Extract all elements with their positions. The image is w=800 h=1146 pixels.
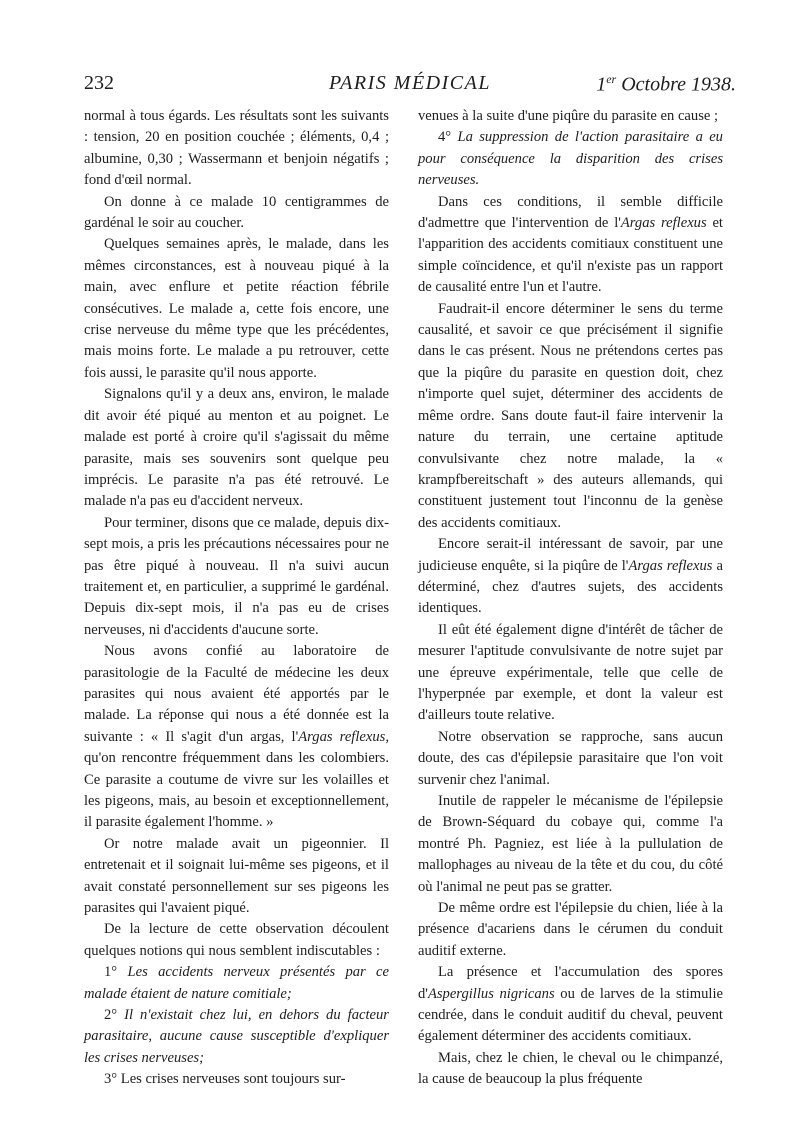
paragraph: Pour terminer, disons que ce malade, depuis dix-sept mois, a pris les précautions nécessaires pour ne pas être piqué à nouveau. Il n'a suivi aucun traitement et, en particulier, a supprimé le gardénal. Depuis dix-sept mois, il n'a pas eu de crises nerveuses, ni d'accidents d'aucune sorte. bbox=[84, 514, 389, 638]
paragraph: De même ordre est l'épilepsie du chien, liée à la présence d'acariens dans le cérumen du conduit auditif externe. bbox=[418, 900, 723, 959]
species-name: Argas reflexus bbox=[298, 728, 386, 745]
numbered-conclusion: 2° Il n'existait chez lui, en dehors du facteur parasitaire, aucune cause susceptible d'expliquer les crises nerveuses; bbox=[84, 1007, 389, 1066]
paragraph: Quelques semaines après, le malade, dans les mêmes circonstances, est à nouveau piqué à la main, avec enflure et petite réaction fébrile consécutives. Le malade a, cette fois encore, une crise nerveuse du même type que les précédentes, mais moins forte. Le malade a pu retrouver, cette fois aussi, le parasite qu'il nous apporte. bbox=[84, 236, 389, 381]
species-name: Argas reflexus bbox=[620, 215, 707, 232]
paragraph: Il eût été également digne d'intérêt de tâcher de mesurer l'aptitude convulsivante de notre sujet par une épreuve expérimentale, telle que celle de l'hyperpnée par exemple, et dont la valeur est d'ailleurs toute relative. bbox=[418, 621, 723, 724]
numbered-conclusion: 4° La suppression de l'action parasitaire a eu pour conséquence la disparition des crises nerveuses. bbox=[418, 129, 723, 189]
paragraph: La présence et l'accumulation des spores d'Aspergillus nigricans ou de larves de la stimulie cendrée, dans le conduit auditif du cheval, peuvent également déterminer des accidents comitiaux. bbox=[418, 964, 723, 1045]
issue-date: 1er Octobre 1938. bbox=[596, 72, 736, 96]
page-header bbox=[84, 72, 736, 102]
paragraph: Nous avons confié au laboratoire de parasitologie de la Faculté de médecine les deux parasites qui nous avaient été apportés par le malade. La réponse qui nous a été donnée est la suivante : « Il s'agit d'un argas, l'Argas reflexus, qu'on rencontre fréquemment dans les colombiers. Ce parasite a coutume de vivre sur les volailles et les pigeons, mais, au besoin et exceptionnellement, il parasite également l'homme. » bbox=[84, 643, 389, 831]
paragraph: Inutile de rappeler le mécanisme de l'épilepsie de Brown-Séquard du cobaye qui, comme l'a montré Ph. Pagniez, est liée à la pullulation de mallophages au niveau de la tête et du cou, du côté où l'animal ne peut pas se gratter. bbox=[418, 793, 723, 895]
paragraph: Notre observation se rapproche, sans aucun doute, des cas d'épilepsie parasitaire que l'on voit survenir chez l'animal. bbox=[418, 728, 723, 788]
paragraph: Signalons qu'il y a deux ans, environ, le malade dit avoir été piqué au menton et au poignet. Le malade est porté à croire qu'il s'agissait du même parasite, mais ses souvenirs sont quelque peu imprécis. Le parasite n'a pas été retrouvé. Le malade n'a pas eu d'accident nerveux. bbox=[84, 386, 389, 510]
numbered-conclusion: 1° Les accidents nerveux présentés par ce malade étaient de nature comitiale; bbox=[84, 964, 389, 1002]
paragraph: Or notre malade avait un pigeonnier. Il entretenait et il soignait lui-même ses pigeons, et il avait constaté personnellement sur ses pigeons les parasites qui l'avaient piqué. bbox=[84, 835, 389, 917]
left-column bbox=[84, 106, 389, 1091]
numbered-conclusion: 3° Les crises nerveuses sont toujours sur- bbox=[104, 1071, 346, 1088]
right-column bbox=[418, 106, 723, 1091]
paragraph: venues à la suite d'une piqûre du parasite en cause ; bbox=[418, 108, 719, 124]
paragraph: Mais, chez le chien, le cheval ou le chimpanzé, la cause de beaucoup la plus fréquente bbox=[418, 1049, 723, 1088]
paragraph: Encore serait-il intéressant de savoir, par une judicieuse enquête, si la piqûre de l'Argas reflexus a déterminé, chez d'autres sujets, des accidents identiques. bbox=[418, 536, 723, 617]
journal-title: PARIS MÉDICAL bbox=[329, 72, 491, 94]
paragraph: Faudrait-il encore déterminer le sens du terme causalité, et savoir ce que précisément il signifie dans le cas présent. Nous ne prétendons certes pas que la piqûre du parasite en question doit, chez n'importe quel sujet, déterminer des accidents de même ordre. Sans doute faut-il faire intervenir la nature du terrain, une certaine aptitude convulsivante chez notre malade, la « krampfbereitschaft » des auteurs allemands, qui constituent justement tout l'inconnu de la genèse des accidents comitiaux. bbox=[418, 300, 723, 531]
paragraph: On donne à ce malade 10 centigrammes de gardénal le soir au coucher. bbox=[84, 193, 389, 232]
page-number: 232 bbox=[84, 72, 114, 94]
paragraph: Dans ces conditions, il semble difficile d'admettre que l'intervention de l'Argas reflexus et l'apparition des accidents comitiaux constituent une simple coïncidence, et qu'il n'existe pas un rapport de causalité entre l'un et l'autre. bbox=[418, 193, 723, 296]
paragraph: De la lecture de cette observation découlent quelques notions qui nous semblent indiscutables : bbox=[84, 921, 389, 959]
species-name: Aspergillus nigricans bbox=[427, 985, 555, 1002]
species-name: Argas reflexus bbox=[628, 557, 713, 574]
paragraph: normal à tous égards. Les résultats sont les suivants : tension, 20 en position couchée ; éléments, 0,4 ; albumine, 0,30 ; Wassermann et benjoin négatifs ; fond d'œil normal. bbox=[84, 108, 389, 189]
